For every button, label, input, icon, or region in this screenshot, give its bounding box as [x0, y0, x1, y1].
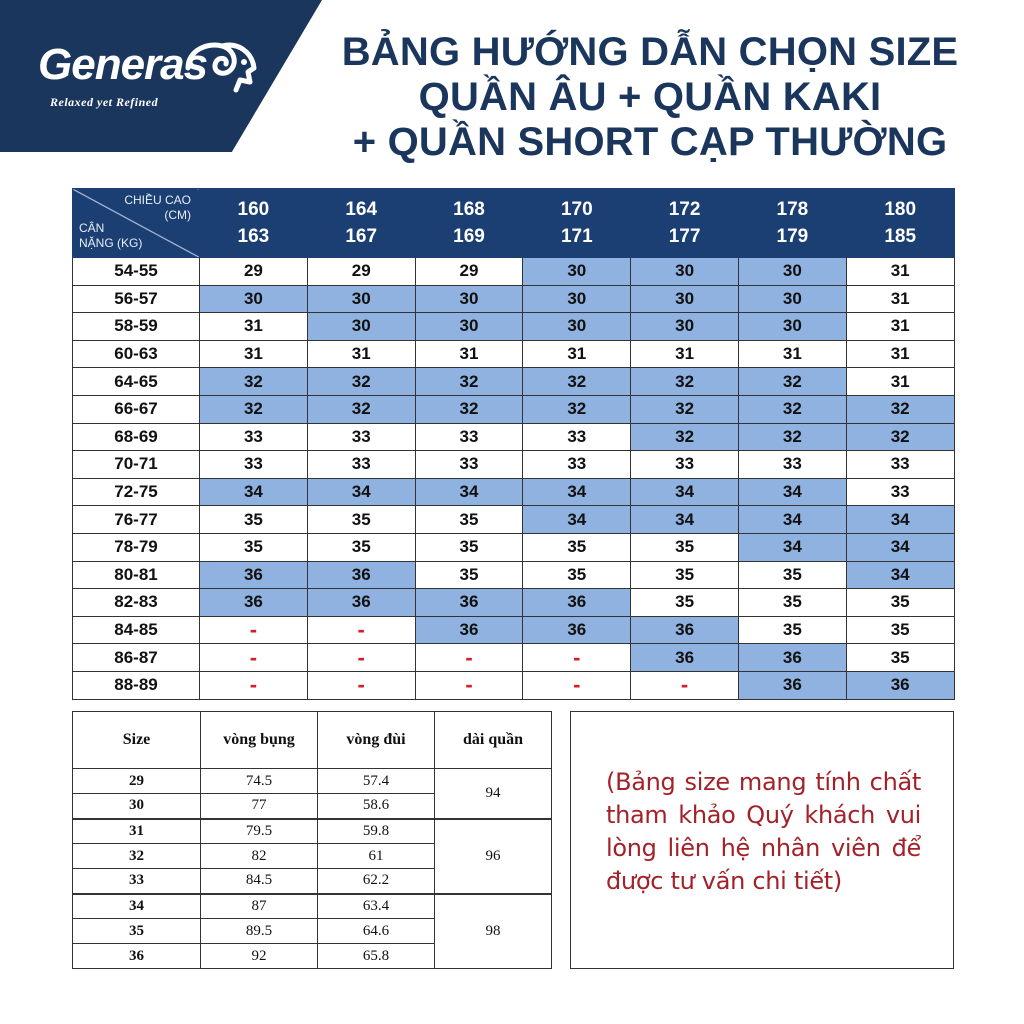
ram-head-icon	[178, 38, 260, 100]
size-cell: 33	[200, 423, 308, 451]
height-header-6	[846, 189, 954, 258]
size-cell: 31	[415, 340, 523, 368]
measurement-table	[72, 711, 552, 969]
waist-value: 79.5	[201, 819, 318, 844]
measurement-header-row	[73, 712, 552, 769]
size-cell: 30	[523, 258, 631, 286]
size-cell-unavailable: -	[200, 644, 308, 672]
size-value: 32	[73, 844, 201, 869]
size-cell: 32	[523, 395, 631, 423]
size-cell: 35	[631, 533, 739, 561]
size-chart-row	[73, 451, 955, 479]
weight-range-cell: 82-83	[73, 589, 200, 617]
brand-tagline: Relaxed yet Refined	[50, 95, 159, 109]
size-cell: 33	[846, 478, 954, 506]
size-cell: 31	[631, 340, 739, 368]
size-cell: 33	[307, 451, 415, 479]
size-chart-body	[73, 258, 955, 700]
size-cell: 35	[846, 589, 954, 617]
size-cell: 34	[200, 478, 308, 506]
weight-axis-label	[79, 221, 142, 251]
size-cell: 35	[738, 561, 846, 589]
size-cell: 35	[738, 589, 846, 617]
weight-axis-label-line1: CÂN	[79, 221, 105, 235]
size-cell: 36	[415, 589, 523, 617]
weight-range-cell: 66-67	[73, 395, 200, 423]
length-value: 94	[435, 769, 552, 819]
thigh-value: 65.8	[318, 944, 435, 969]
height-header-3	[523, 189, 631, 258]
size-cell: 31	[846, 313, 954, 341]
size-cell: 31	[846, 285, 954, 313]
size-cell: 34	[523, 478, 631, 506]
size-cell-unavailable: -	[523, 671, 631, 699]
size-cell: 30	[738, 313, 846, 341]
thigh-value: 63.4	[318, 894, 435, 919]
size-cell-unavailable: -	[523, 644, 631, 672]
size-cell: 32	[307, 395, 415, 423]
size-cell: 32	[631, 423, 739, 451]
size-cell: 30	[738, 258, 846, 286]
thigh-value: 62.2	[318, 869, 435, 894]
size-value: 33	[73, 869, 201, 894]
length-value: 96	[435, 819, 552, 894]
size-cell: 32	[415, 395, 523, 423]
height-header-2	[415, 189, 523, 258]
title-line-2: QUẦN ÂU + QUẦN KAKI	[418, 75, 882, 119]
page-title	[330, 30, 970, 165]
size-cell: 36	[523, 616, 631, 644]
size-cell: 30	[631, 285, 739, 313]
size-cell-unavailable: -	[200, 671, 308, 699]
height-axis-label-line2: (CM)	[164, 208, 191, 222]
weight-range-cell: 80-81	[73, 561, 200, 589]
size-cell: 34	[307, 478, 415, 506]
thigh-value: 64.6	[318, 919, 435, 944]
size-cell: 34	[846, 533, 954, 561]
note-box	[570, 711, 954, 969]
weight-range-cell: 88-89	[73, 671, 200, 699]
height-header-5	[738, 189, 846, 258]
height-to: 169	[453, 226, 485, 247]
size-cell: 32	[738, 368, 846, 396]
size-cell: 30	[200, 285, 308, 313]
weight-range-cell: 58-59	[73, 313, 200, 341]
size-cell: 36	[307, 561, 415, 589]
waist-value: 84.5	[201, 869, 318, 894]
size-chart-header-row	[73, 189, 955, 258]
size-cell: 32	[631, 395, 739, 423]
size-cell: 29	[200, 258, 308, 286]
size-cell: 30	[523, 313, 631, 341]
height-from: 170	[560, 199, 593, 220]
height-to: 171	[560, 226, 593, 247]
weight-range-cell: 70-71	[73, 451, 200, 479]
size-cell: 32	[738, 423, 846, 451]
size-cell: 33	[415, 423, 523, 451]
waist-value: 74.5	[201, 769, 318, 794]
note-text: (Bảng size mang tính chất tham khảo Quý khách vui lòng liên hệ nhân viên để được tư vấn chi tiết)	[606, 768, 921, 895]
size-cell: 32	[846, 395, 954, 423]
height-from: 178	[776, 199, 809, 220]
size-cell: 32	[846, 423, 954, 451]
size-cell: 31	[307, 340, 415, 368]
height-to: 167	[345, 226, 378, 247]
waist-value: 82	[201, 844, 318, 869]
header-thigh: vòng đùi	[318, 712, 435, 769]
waist-value: 77	[201, 794, 318, 819]
title-line-1: BẢNG HƯỚNG DẪN CHỌN SIZE	[341, 30, 959, 74]
height-to: 163	[237, 226, 270, 247]
height-from: 164	[345, 199, 378, 220]
height-to: 177	[668, 226, 701, 247]
size-cell: 36	[200, 589, 308, 617]
size-cell: 35	[415, 561, 523, 589]
size-cell: 32	[631, 368, 739, 396]
size-cell: 35	[523, 533, 631, 561]
weight-range-cell: 84-85	[73, 616, 200, 644]
size-cell: 34	[846, 561, 954, 589]
size-cell: 34	[738, 478, 846, 506]
size-chart-row	[73, 368, 955, 396]
height-from: 168	[453, 199, 485, 220]
height-header-1	[307, 189, 415, 258]
size-chart-row	[73, 313, 955, 341]
size-cell: 31	[200, 340, 308, 368]
size-cell: 35	[523, 561, 631, 589]
size-cell-unavailable: -	[415, 644, 523, 672]
waist-value: 89.5	[201, 919, 318, 944]
size-chart-row	[73, 644, 955, 672]
size-cell: 31	[523, 340, 631, 368]
size-chart-row	[73, 533, 955, 561]
size-cell: 36	[200, 561, 308, 589]
size-value: 31	[73, 819, 201, 844]
size-cell: 31	[846, 340, 954, 368]
size-cell: 29	[415, 258, 523, 286]
height-to: 179	[776, 226, 809, 247]
size-cell-unavailable: -	[200, 616, 308, 644]
brand-logo-text: Generas	[38, 40, 208, 89]
size-chart-row	[73, 258, 955, 286]
height-to: 185	[884, 226, 917, 247]
size-cell: 32	[200, 395, 308, 423]
thigh-value: 57.4	[318, 769, 435, 794]
size-cell: 34	[415, 478, 523, 506]
size-cell: 32	[200, 368, 308, 396]
weight-range-cell: 76-77	[73, 506, 200, 534]
height-axis-label-line1: CHIỀU CAO	[124, 193, 191, 207]
title-line-3: + QUẦN SHORT CẠP THƯỜNG	[352, 120, 948, 164]
size-cell: 36	[631, 644, 739, 672]
size-cell: 30	[307, 285, 415, 313]
size-value: 30	[73, 794, 201, 819]
waist-value: 87	[201, 894, 318, 919]
size-cell: 35	[415, 533, 523, 561]
size-cell: 35	[200, 506, 308, 534]
size-cell: 34	[631, 506, 739, 534]
size-cell: 33	[200, 451, 308, 479]
size-cell: 32	[523, 368, 631, 396]
weight-range-cell: 64-65	[73, 368, 200, 396]
size-value: 29	[73, 769, 201, 794]
height-from: 180	[884, 199, 917, 220]
weight-range-cell: 56-57	[73, 285, 200, 313]
size-chart-row	[73, 478, 955, 506]
size-cell: 31	[200, 313, 308, 341]
size-chart-row	[73, 506, 955, 534]
size-cell: 36	[631, 616, 739, 644]
size-cell: 33	[415, 451, 523, 479]
size-cell: 35	[415, 506, 523, 534]
size-cell: 32	[738, 395, 846, 423]
header-waist: vòng bụng	[201, 712, 318, 769]
size-cell: 36	[846, 671, 954, 699]
size-cell: 34	[846, 506, 954, 534]
size-cell: 35	[200, 533, 308, 561]
size-cell: 29	[307, 258, 415, 286]
size-cell: 30	[415, 313, 523, 341]
size-cell: 30	[415, 285, 523, 313]
measurement-row	[73, 894, 552, 919]
size-cell: 30	[631, 313, 739, 341]
size-cell: 34	[523, 506, 631, 534]
size-cell: 30	[307, 313, 415, 341]
size-cell: 31	[846, 258, 954, 286]
size-cell-unavailable: -	[631, 671, 739, 699]
size-cell-unavailable: -	[307, 644, 415, 672]
size-chart-row	[73, 340, 955, 368]
height-header-0	[200, 189, 308, 258]
size-cell: 35	[738, 616, 846, 644]
weight-range-cell: 60-63	[73, 340, 200, 368]
header-length: dài quần	[435, 712, 552, 769]
size-cell: 36	[415, 616, 523, 644]
size-cell: 35	[846, 616, 954, 644]
size-value: 35	[73, 919, 201, 944]
thigh-value: 59.8	[318, 819, 435, 844]
size-cell: 36	[738, 671, 846, 699]
size-cell: 31	[738, 340, 846, 368]
size-cell: 33	[523, 451, 631, 479]
measurement-row	[73, 819, 552, 844]
weight-range-cell: 54-55	[73, 258, 200, 286]
length-value: 98	[435, 894, 552, 969]
size-cell: 34	[631, 478, 739, 506]
weight-axis-label-line2: NẶNG (KG)	[79, 236, 143, 250]
size-chart-row	[73, 589, 955, 617]
weight-range-cell: 86-87	[73, 644, 200, 672]
size-cell: 32	[307, 368, 415, 396]
height-header-4	[631, 189, 739, 258]
size-cell: 33	[523, 423, 631, 451]
height-axis-label	[124, 193, 191, 223]
size-cell: 34	[738, 506, 846, 534]
size-cell: 33	[631, 451, 739, 479]
size-cell: 33	[846, 451, 954, 479]
size-chart-corner-cell	[73, 189, 200, 258]
size-chart-row	[73, 561, 955, 589]
size-cell: 34	[738, 533, 846, 561]
size-cell: 36	[523, 589, 631, 617]
measurement-body	[73, 769, 552, 969]
size-cell-unavailable: -	[307, 616, 415, 644]
thigh-value: 61	[318, 844, 435, 869]
header-size: Size	[73, 712, 201, 769]
size-chart-row	[73, 616, 955, 644]
size-cell: 31	[846, 368, 954, 396]
size-value: 36	[73, 944, 201, 969]
size-cell-unavailable: -	[307, 671, 415, 699]
size-cell: 35	[307, 506, 415, 534]
size-chart-row	[73, 671, 955, 699]
thigh-value: 58.6	[318, 794, 435, 819]
weight-range-cell: 72-75	[73, 478, 200, 506]
measurement-row	[73, 769, 552, 794]
size-cell: 35	[631, 561, 739, 589]
size-cell: 35	[631, 589, 739, 617]
size-cell: 30	[523, 285, 631, 313]
size-cell-unavailable: -	[415, 671, 523, 699]
size-chart-table	[72, 188, 955, 700]
size-cell: 32	[415, 368, 523, 396]
size-chart-row	[73, 395, 955, 423]
height-from: 160	[237, 199, 270, 220]
height-from: 172	[668, 199, 701, 220]
size-cell: 33	[307, 423, 415, 451]
size-cell: 36	[738, 644, 846, 672]
size-chart-row	[73, 423, 955, 451]
size-cell: 30	[631, 258, 739, 286]
weight-range-cell: 68-69	[73, 423, 200, 451]
weight-range-cell: 78-79	[73, 533, 200, 561]
waist-value: 92	[201, 944, 318, 969]
size-cell: 30	[738, 285, 846, 313]
size-chart-row	[73, 285, 955, 313]
size-value: 34	[73, 894, 201, 919]
size-cell: 36	[307, 589, 415, 617]
size-cell: 35	[307, 533, 415, 561]
size-cell: 35	[846, 644, 954, 672]
size-cell: 33	[738, 451, 846, 479]
